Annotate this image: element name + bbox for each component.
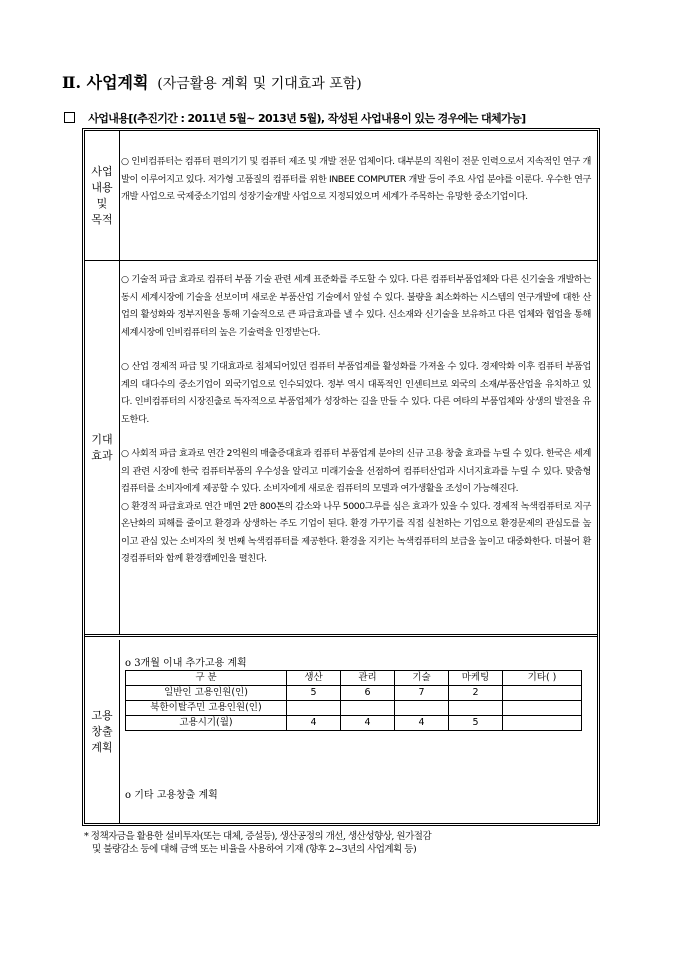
table-row — [126, 716, 582, 731]
row-label: 일반인 고용인원(인) — [126, 686, 287, 701]
row-label: 북한이탈주민 고용인원(인) — [126, 701, 287, 716]
header-cell: 기타( ) — [503, 671, 582, 686]
purpose-row — [85, 131, 597, 261]
hire-plan-table — [125, 670, 582, 731]
hire-header-row — [126, 671, 582, 686]
effects-label: 기대 효과 — [85, 261, 120, 634]
header-cell: 구 분 — [126, 671, 287, 686]
effect-technical: ○ 기술적 파급 효과로 컴퓨터 부품 기술 관련 세계 표준화를 주도할 수 있다. 다른 컴퓨터부품업체와 다른 신기술을 개발하는 동시 세계시장에 기술을 선보이며 새로운 부품산업 기술에서 앞설 수 있다. 불량을 최소화하는 시스템의 연구개발에 대한 산업의 활성화와 정부지원을 통해 기술적으로 큰 파급효과를 낼 수 있다. 신소재와 신기술을 보유하고 다른 업체와 협업을 통해 세계시장에 인비컴퓨터의 높은 기술력을 인정받는다. — [121, 274, 591, 338]
business-plan-table — [82, 128, 600, 826]
table-cell: 4 — [287, 716, 341, 731]
effect-economic: ○ 산업 경제적 파급 및 기대효과로 침체되어있던 컴퓨터 부품업계를 활성화를 가져올 수 있다. 경제악화 이후 컴퓨터 부품업계의 대다수의 중소기업이 외국기업으로 인수되었다. 정부 역시 대폭적인 인센티브로 외국의 소재/부품산업을 유치하고 있다. 인비컴퓨터의 시장진출로 독자적으로 부품업체가 성장하는 길을 만들 수 있다. 다른 여타의 부품업체와 상생의 발전을 유도한다. — [121, 361, 591, 425]
subheading — [64, 110, 526, 126]
table-cell: 5 — [449, 716, 503, 731]
table-row — [126, 701, 582, 716]
footnote — [84, 830, 604, 856]
table-cell — [503, 686, 582, 701]
table-cell: 4 — [341, 716, 395, 731]
header-cell: 마케팅 — [449, 671, 503, 686]
employment-row — [85, 640, 597, 823]
table-cell: 4 — [395, 716, 449, 731]
footnote-line-1: * 정책자금을 활용한 설비투자(또는 대체, 증설등), 생산공정의 개선, 생산성향상, 원가절감 — [84, 831, 432, 842]
employment-label: 고용 창출 계획 — [85, 640, 120, 823]
footnote-line-2: 및 불량감소 등에 대해 금액 또는 비율을 사용하여 기재 (향후 2~3년의 사업계획 등) — [92, 844, 417, 855]
effect-social-environmental: ○ 사회적 파급 효과로 연간 2억원의 매출증대효과 컴퓨터 부품업계 분야의 신규 고용 창출 효과를 누릴 수 있다. 한국은 세계의 관련 시장에 한국 컴퓨터부품의 우수성을 알리고 미래기술을 선점하여 컴퓨터산업과 시너지효과를 누릴 수 있다. 맞춤형 컴퓨터를 소비자에게 제공할 수 있다. 소비자에게 새로운 컴퓨터의 모델과 여가생활을 조성이 가능해진다. ○ 환경적 파급효과로 연간 매연 2만 800톤의 감소와 나무 5000그루를 심은 효과가 있을 수 있다. 경제적 녹색컴퓨터로 지구온난화의 피해를 줄이고 환경과 상생하는 주도 기업이 된다. 환경 가꾸기를 직접 실천하는 기업으로 환경문제의 관심도를 높이고 관심 있는 소비자의 첫 번째 녹색컴퓨터를 제공한다. 환경을 지키는 녹색컴퓨터의 보급을 높이고 대중화한다. 더불어 환경컴퓨터와 함께 환경캠페인을 펼친다. — [121, 448, 591, 564]
purpose-label: 사업 내용 및 목적 — [85, 131, 120, 260]
header-cell: 생산 — [287, 671, 341, 686]
purpose-content — [121, 131, 591, 260]
effects-content — [121, 261, 591, 634]
table-cell — [503, 701, 582, 716]
checkbox-square-icon — [64, 112, 75, 123]
row-label: 고용시기(월) — [126, 716, 287, 731]
section-subtitle: (자금활용 계획 및 기대효과 포함) — [157, 76, 362, 92]
table-cell: 2 — [449, 686, 503, 701]
header-cell: 기술 — [395, 671, 449, 686]
table-cell — [341, 701, 395, 716]
table-cell — [449, 701, 503, 716]
hire-plan-title: o 3개월 이내 추가고용 계획 — [125, 658, 247, 669]
table-cell: 5 — [287, 686, 341, 701]
header-cell: 관리 — [341, 671, 395, 686]
effects-row — [85, 261, 597, 637]
table-cell: 7 — [395, 686, 449, 701]
section-title: Ⅱ. 사업계획 — [62, 73, 149, 92]
table-cell: 6 — [341, 686, 395, 701]
subheading-text: 사업내용[(추진기간 : 2011년 5월~ 2013년 5월), 작성된 사업내용이 있는 경우에는 대체가능] — [88, 112, 526, 125]
table-cell — [395, 701, 449, 716]
purpose-text: ○ 인비컴퓨터는 컴퓨터 편의기기 및 컴퓨터 제조 및 개발 전문 업체이다. 대부분의 직원이 전문 인력으로서 지속적인 연구 개발이 이루어지고 있다. 저가형 고품질의 컴퓨터를 위한 INBEE COMPUTER 개발 등이 주요 사업 분야를 이룬다. 우수한 연구개발 사업으로 국제중소기업의 성장기술개발 사업으로 지정되었으며 세계가 주목하는 유망한 중소기업이다. — [121, 156, 591, 202]
table-row — [126, 686, 582, 701]
table-cell — [503, 716, 582, 731]
other-hire-plan-title: o 기타 고용창출 계획 — [125, 790, 218, 801]
table-cell — [287, 701, 341, 716]
section-title-block — [62, 70, 362, 93]
